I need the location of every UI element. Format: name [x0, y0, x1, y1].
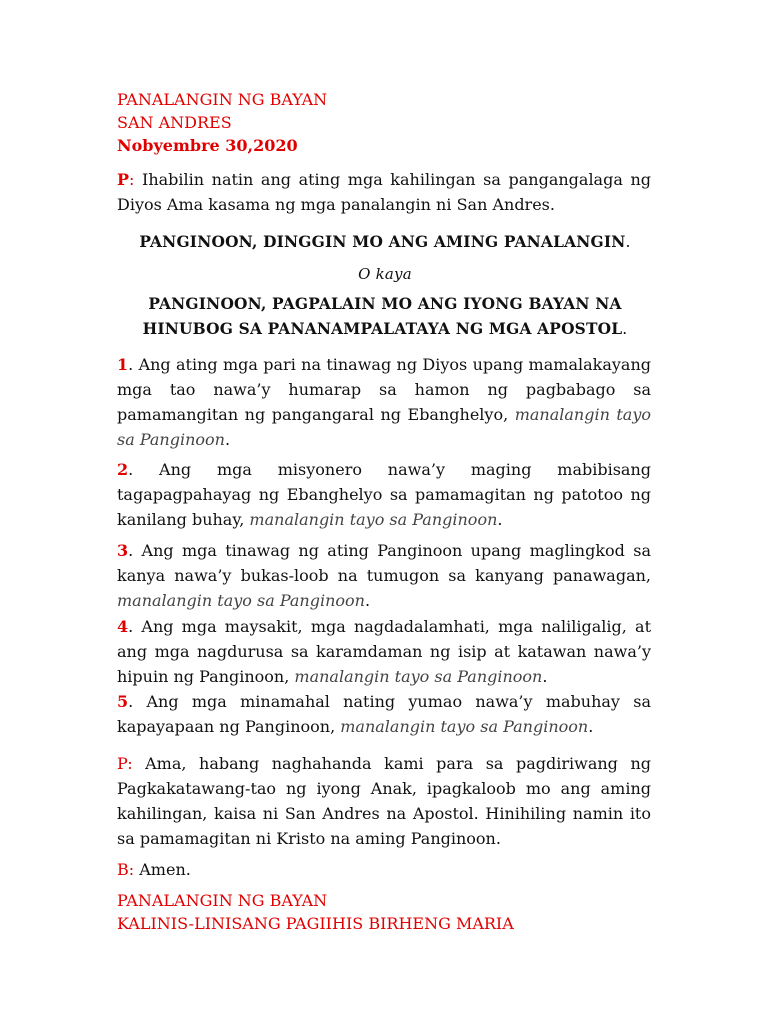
response-primary-end: .	[625, 233, 631, 251]
footer-subtitle: KALINIS-LINISANG PAGIIHIS BIRHENG MARIA	[117, 914, 514, 933]
petition-invitation: manalangin tayo sa Panginoon	[249, 510, 498, 529]
alt-label: O kaya	[358, 265, 412, 283]
petition-text: . Ang mga misyonero nawa’y maging mabibisang tagapagpahayag ng Ebanghelyo sa pamamagitan ng patotoo ng kanilang buhay,	[117, 460, 651, 529]
petition-text: . Ang mga minamahal nating yumao nawa’y mabuhay sa kapayapaan ng Panginoon,	[117, 692, 651, 736]
closing-text: Ama, habang naghahanda kami para sa pagdiriwang ng Pagkakatawang-tao ng iyong Anak, ipagkaloob mo ang aming kahilingan, kaisa ni San Andres na Apostol. Hinihiling namin ito sa pamamagitan ni Kristo na aming Panginoon.	[117, 754, 651, 848]
intro-paragraph	[117, 167, 651, 217]
response-alt-end: .	[622, 320, 628, 338]
petition-invitation: manalangin tayo sa Panginoon	[294, 667, 543, 686]
header-block	[117, 88, 651, 157]
petition-end: .	[224, 430, 231, 449]
petition-3	[117, 538, 651, 613]
header-date: Nobyembre 30,2020	[117, 136, 298, 155]
petition-text: . Ang mga maysakit, mga nagdadalamhati, mga naliligalig, at ang mga nagdurusa sa karamdaman ng isip at katawan nawa’y hipuin ng Panginoon,	[117, 617, 651, 686]
header-saint: SAN ANDRES	[117, 113, 232, 132]
people-label: B:	[117, 860, 135, 879]
footer-block	[117, 889, 651, 935]
header-title: PANALANGIN NG BAYAN	[117, 90, 328, 109]
petition-invitation: manalangin tayo sa Panginoon	[117, 591, 365, 610]
petition-end: .	[364, 591, 371, 610]
petition-5	[117, 689, 651, 739]
petition-number: 3	[117, 541, 129, 560]
response-primary-text: PANGINOON, DINGGIN MO ANG AMING PANALANGIN	[139, 233, 626, 251]
response-alt-text: PANGINOON, PAGPALAIN MO ANG IYONG BAYAN NA HINUBOG SA PANANAMPALATAYA NG MGA APOSTOL	[142, 295, 623, 338]
petition-text: . Ang ating mga pari na tinawag ng Diyos upang mamalakayang mga tao nawa’y humarap sa hamon ng pagbabago sa pamamangitan ng pangangaral ng Ebanghelyo,	[117, 355, 651, 424]
footer-title: PANALANGIN NG BAYAN	[117, 891, 328, 910]
closing-prayer	[117, 751, 651, 851]
petition-2	[117, 457, 651, 532]
priest-label: P	[117, 170, 130, 189]
petition-number: 1	[117, 355, 129, 374]
response-alt	[112, 292, 658, 342]
petition-end: .	[497, 510, 503, 529]
petition-end: .	[588, 717, 594, 736]
petition-1	[117, 352, 651, 452]
priest-label: P:	[117, 754, 133, 773]
petition-number: 2	[117, 460, 129, 479]
petition-text: . Ang mga tinawag ng ating Panginoon upang maglingkod sa kanya nawa’y bukas-loob na tumugon sa kanyang panawagan,	[117, 541, 651, 585]
intro-text: Ihabilin natin ang ating mga kahilingan sa pangangalaga ng Diyos Ama kasama ng mga panalangin ni San Andres.	[117, 170, 651, 214]
petition-4	[117, 614, 651, 689]
petition-number: 5	[117, 692, 129, 711]
priest-colon: :	[129, 170, 135, 189]
amen-text: Amen.	[134, 860, 191, 879]
amen-line	[117, 857, 651, 882]
response-primary	[112, 230, 658, 255]
petition-number: 4	[117, 617, 129, 636]
petition-invitation: manalangin tayo sa Panginoon	[340, 717, 589, 736]
petition-invitation: manalangin tayo sa Panginoon	[117, 405, 652, 449]
petition-end: .	[542, 667, 548, 686]
